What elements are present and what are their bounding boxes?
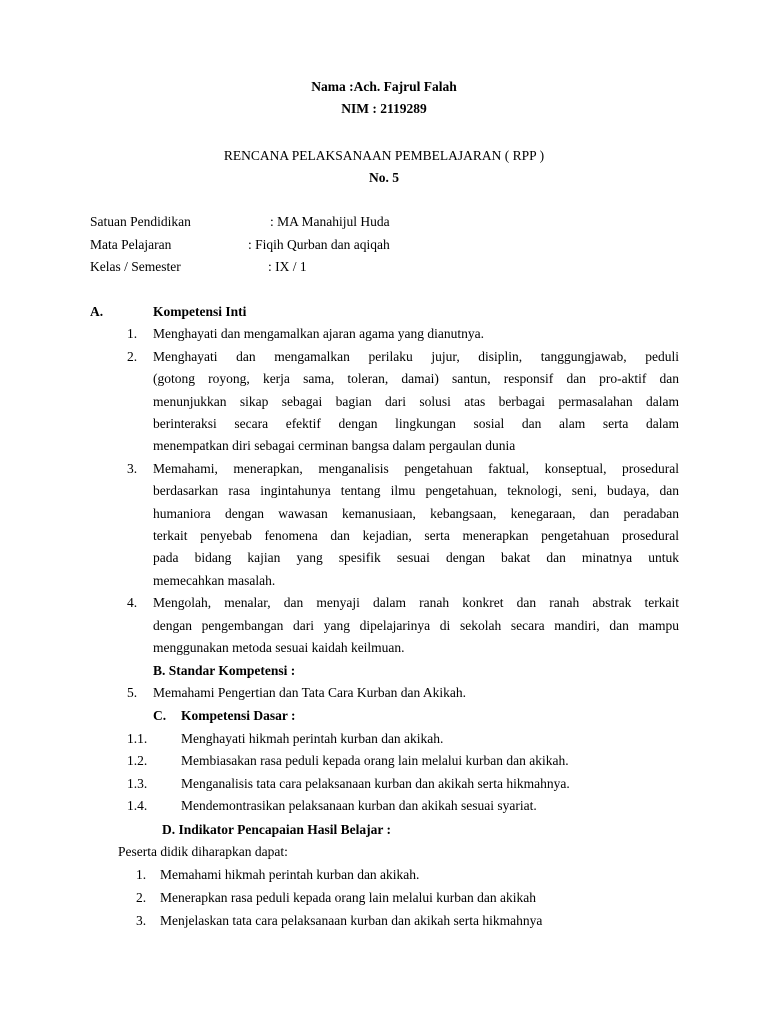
list-number: 1. — [136, 867, 147, 882]
list-number: 1.1. — [127, 731, 148, 746]
list-item-line: menggunakan metoda sesuai kaidah keilmuan. — [153, 640, 405, 655]
list-number: 2. — [127, 349, 138, 364]
identity-value-class: : IX / 1 — [268, 259, 307, 274]
list-number: 3. — [136, 913, 147, 928]
section-a-title: Kompetensi Inti — [153, 304, 247, 319]
list-item-line: berdasarkan rasa ingintahunya tentang ilmu pengetahuan, teknologi, seni, budaya, dan — [153, 483, 679, 498]
identity-label-class: Kelas / Semester — [90, 259, 181, 274]
section-c-title: Kompetensi Dasar : — [181, 708, 296, 723]
document-title: RENCANA PELAKSANAAN PEMBELAJARAN ( RPP ) — [223, 148, 545, 163]
list-item-line: Menerapkan rasa peduli kepada orang lain melalui kurban dan akikah — [160, 890, 536, 905]
list-item-line: pada bidang kajian yang spesifik sesuai dengan bakat dan minatnya untuk — [153, 550, 679, 565]
list-item-line: Menjelaskan tata cara pelaksanaan kurban dan akikah serta hikmahnya — [160, 913, 543, 928]
identity-label-subject: Mata Pelajaran — [90, 237, 172, 252]
list-item-line: dengan pengembangan dari yang dipelajarinya di sekolah secara mandiri, dan mampu — [153, 618, 679, 633]
section-b-title: B. Standar Kompetensi : — [153, 663, 296, 678]
list-item-line: (gotong royong, kerja sama, toleran, damai) santun, responsif dan pro-aktif dan — [153, 371, 679, 386]
list-item-line: Menghayati hikmah perintah kurban dan akikah. — [181, 731, 444, 746]
list-number: 4. — [127, 595, 138, 610]
list-item-line: Membiasakan rasa peduli kepada orang lain melalui kurban dan akikah. — [181, 753, 569, 768]
list-item-line: Mengolah, menalar, dan menyaji dalam ranah konkret dan ranah abstrak terkait — [153, 595, 679, 610]
identity-label-school: Satuan Pendidikan — [90, 214, 191, 229]
list-item-line: menempatkan diri sebagai cerminan bangsa dalam pergaulan dunia — [153, 438, 516, 453]
list-item-line: Menghayati dan mengamalkan ajaran agama yang dianutnya. — [153, 326, 484, 341]
list-number: 5. — [127, 685, 138, 700]
section-a-marker: A. — [90, 304, 104, 319]
student-name: Nama :Ach. Fajrul Falah — [311, 79, 457, 94]
list-number: 1. — [127, 326, 138, 341]
list-item-line: Mendemontrasikan pelaksanaan kurban dan akikah sesuai syariat. — [181, 798, 537, 813]
list-item-line: Menghayati dan mengamalkan perilaku jujur, disiplin, tanggungjawab, peduli — [153, 349, 679, 364]
list-number: 1.4. — [127, 798, 148, 813]
list-item-line: terkait penyebab fenomena dan kejadian, serta menerapkan pengetahuan prosedural — [153, 528, 679, 543]
section-d-intro: Peserta didik diharapkan dapat: — [118, 844, 288, 859]
section-c-marker: C. — [153, 708, 167, 723]
section-d-title: D. Indikator Pencapaian Hasil Belajar : — [162, 822, 392, 837]
student-nim: NIM : 2119289 — [341, 101, 427, 116]
list-number: 3. — [127, 461, 138, 476]
identity-value-school: : MA Manahijul Huda — [270, 214, 390, 229]
list-item-line: humaniora dengan wawasan kemanusiaan, kebangsaan, kenegaraan, dan peradaban — [153, 506, 679, 521]
list-item-line: memecahkan masalah. — [153, 573, 276, 588]
document-number: No. 5 — [369, 170, 399, 185]
list-item-line: Memahami Pengertian dan Tata Cara Kurban dan Akikah. — [153, 685, 466, 700]
list-number: 1.3. — [127, 776, 148, 791]
list-item-line: menunjukkan sikap sebagai bagian dari solusi atas berbagai permasalahan dalam — [153, 394, 679, 409]
identity-value-subject: : Fiqih Qurban dan aqiqah — [248, 237, 390, 252]
list-item-line: Menganalisis tata cara pelaksanaan kurban dan akikah serta hikmahnya. — [181, 776, 570, 791]
list-item-line: berinteraksi secara efektif dengan lingkungan sosial dan alam serta dalam — [153, 416, 679, 431]
list-item-line: Memahami, menerapkan, menganalisis pengetahuan faktual, konseptual, prosedural — [153, 461, 679, 476]
list-number: 1.2. — [127, 753, 148, 768]
list-number: 2. — [136, 890, 147, 905]
list-item-line: Memahami hikmah perintah kurban dan akikah. — [160, 867, 420, 882]
